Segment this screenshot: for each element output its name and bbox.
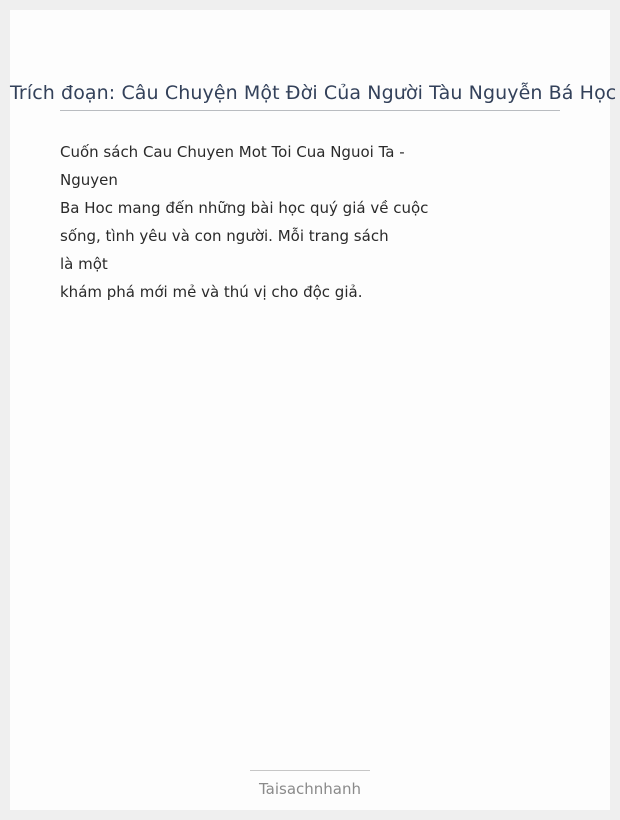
- paragraph-line: là một: [60, 255, 108, 273]
- document-page: [10, 10, 617, 810]
- paragraph-line: sống, tình yêu và con người. Mỗi trang sách: [60, 227, 389, 245]
- paragraph-line: Nguyen: [60, 171, 118, 189]
- excerpt-paragraph: [60, 138, 429, 306]
- paragraph-line: Ba Hoc mang đến những bài học quý giá về cuộc: [60, 199, 429, 217]
- footer-source: Taisachnhanh: [258, 780, 362, 798]
- title-divider: [60, 110, 560, 111]
- footer-divider: [250, 770, 370, 771]
- paragraph-line: Cuốn sách Cau Chuyen Mot Toi Cua Nguoi Ta -: [60, 143, 405, 161]
- page-title: Trích đoạn: Câu Chuyện Một Đời Của Người Tàu Nguyễn Bá Học: [10, 82, 617, 104]
- paragraph-line: khám phá mới mẻ và thú vị cho độc giả.: [60, 283, 363, 301]
